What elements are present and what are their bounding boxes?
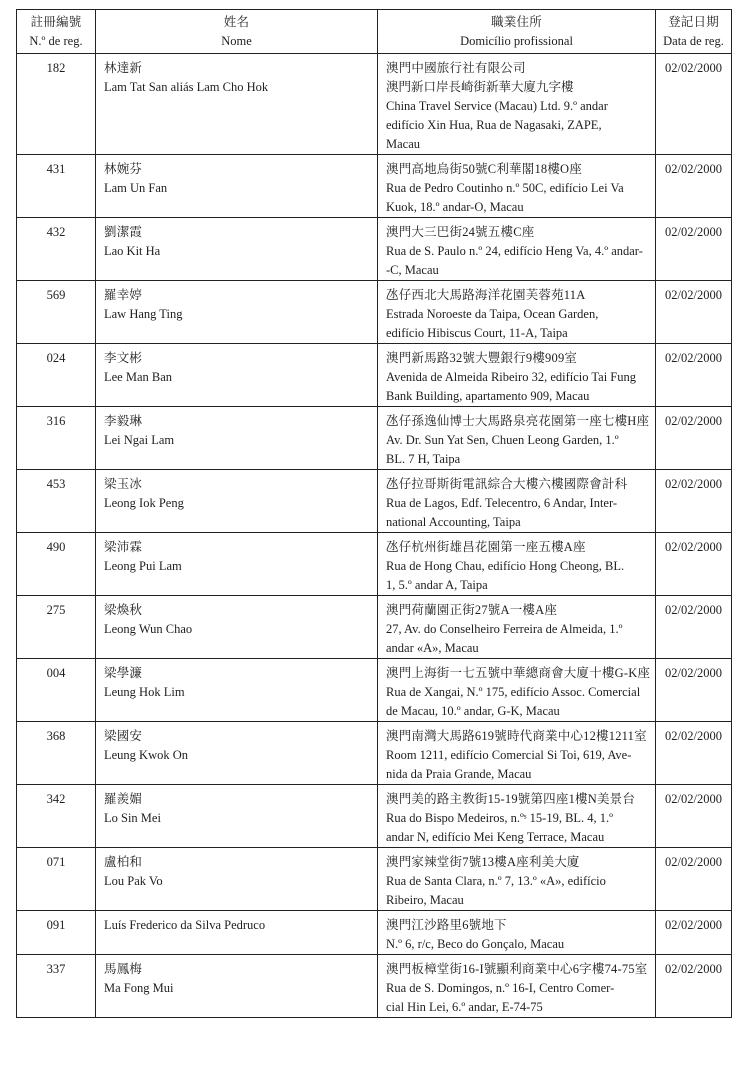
address-line: Rua de Lagos, Edf. Telecentro, 6 Andar, Inter- (386, 496, 618, 510)
address-cell (378, 281, 656, 344)
address-line: Rua de S. Paulo n.º 24, edifício Heng Va, 4.º andar- (386, 244, 643, 258)
registration-date: 02/02/2000 (656, 911, 732, 955)
name-cell (96, 785, 378, 848)
header-addr-pt: Domicílio profissional (460, 34, 573, 48)
address-line: national Accounting, Taipa (386, 515, 521, 529)
address-line: nida da Praia Grande, Macau (386, 767, 532, 781)
name-portuguese: Ma Fong Mui (104, 981, 174, 995)
address-cell (378, 955, 656, 1018)
address-cell (378, 911, 656, 955)
address-line: 澳門上海街一七五號中華總商會大廈十樓G-K座 (386, 666, 651, 680)
registration-number: 071 (17, 848, 96, 911)
name-chinese: 羅羨媚 (104, 792, 143, 806)
header-reg-no (17, 10, 96, 54)
name-portuguese: Leong Wun Chao (104, 622, 193, 636)
registration-number: 368 (17, 722, 96, 785)
name-chinese: 劉潔霞 (104, 225, 143, 239)
address-line: Room 1211, edifício Comercial Si Toi, 619, Ave- (386, 748, 632, 762)
registration-number: 182 (17, 54, 96, 155)
table-row (17, 407, 732, 470)
registration-date: 02/02/2000 (656, 54, 732, 155)
address-cell (378, 344, 656, 407)
header-name-pt: Nome (221, 34, 252, 48)
address-line: Estrada Noroeste da Taipa, Ocean Garden, (386, 307, 599, 321)
address-line: andar N, edifício Mei Keng Terrace, Macau (386, 830, 605, 844)
table-row (17, 54, 732, 155)
registration-number: 342 (17, 785, 96, 848)
address-line: Macau (386, 137, 421, 151)
registration-date: 02/02/2000 (656, 785, 732, 848)
address-line: China Travel Service (Macau) Ltd. 9.º andar (386, 99, 608, 113)
registration-date: 02/02/2000 (656, 533, 732, 596)
registration-date: 02/02/2000 (656, 155, 732, 218)
registration-number: 091 (17, 911, 96, 955)
address-line: andar «A», Macau (386, 641, 479, 655)
address-line: edifício Hibiscus Court, 11-A, Taipa (386, 326, 568, 340)
address-line: 氹仔拉哥斯街電訊綜合大樓六樓國際會計科 (386, 477, 628, 491)
name-chinese: 羅幸婷 (104, 288, 143, 302)
name-cell (96, 533, 378, 596)
address-cell (378, 218, 656, 281)
name-cell (96, 218, 378, 281)
name-cell (96, 407, 378, 470)
name-chinese: 李毅琳 (104, 414, 143, 428)
address-cell (378, 848, 656, 911)
address-line: N.º 6, r/c, Beco do Gonçalo, Macau (386, 937, 565, 951)
registration-number: 004 (17, 659, 96, 722)
name-chinese: 李文彬 (104, 351, 143, 365)
address-line: 澳門中國旅行社有限公司 (386, 61, 526, 75)
table-body (17, 54, 732, 1018)
header-date-zh: 登記日期 (668, 15, 719, 29)
address-cell (378, 785, 656, 848)
name-cell (96, 848, 378, 911)
address-line: 1, 5.º andar A, Taipa (386, 578, 488, 592)
address-line: Rua de Pedro Coutinho n.º 50C, edifício Lei Va (386, 181, 624, 195)
address-line: Bank Building, apartamento 909, Macau (386, 389, 590, 403)
address-line: 澳門大三巴街24號五樓C座 (386, 225, 535, 239)
header-reg-zh: 註冊編號 (30, 15, 82, 29)
header-address (378, 10, 656, 54)
address-line: 澳門美的路主教街15-19號第四座1樓N美景台 (386, 792, 636, 806)
name-portuguese: Leong Pui Lam (104, 559, 182, 573)
address-line: Kuok, 18.º andar-O, Macau (386, 200, 524, 214)
name-portuguese: Lei Ngai Lam (104, 433, 175, 447)
address-line: 澳門家辣堂街7號13樓A座利美大廈 (386, 855, 580, 869)
registration-date: 02/02/2000 (656, 281, 732, 344)
address-line: 澳門南灣大馬路619號時代商業中心12樓1211室 (386, 729, 647, 743)
name-cell (96, 955, 378, 1018)
address-line: 氹仔杭州街雄昌花園第一座五樓A座 (386, 540, 586, 554)
name-chinese: 梁國安 (104, 729, 143, 743)
table-row (17, 533, 732, 596)
name-chinese: 林達新 (104, 61, 143, 75)
registration-number: 337 (17, 955, 96, 1018)
header-date (656, 10, 732, 54)
name-cell (96, 344, 378, 407)
address-line: Rua de Santa Clara, n.º 7, 13.º «A», edifício (386, 874, 606, 888)
name-cell (96, 470, 378, 533)
address-line: BL. 7 H, Taipa (386, 452, 461, 466)
table-row (17, 848, 732, 911)
registration-date: 02/02/2000 (656, 596, 732, 659)
name-chinese: 林婉芬 (104, 162, 143, 176)
registration-date: 02/02/2000 (656, 722, 732, 785)
address-cell (378, 533, 656, 596)
registration-date: 02/02/2000 (656, 407, 732, 470)
address-cell (378, 155, 656, 218)
registration-date: 02/02/2000 (656, 218, 732, 281)
table-row (17, 218, 732, 281)
name-portuguese: Leung Hok Lim (104, 685, 185, 699)
address-line: 澳門新馬路32號大豐銀行9樓909室 (386, 351, 578, 365)
address-line: 澳門新口岸長崎街新華大廈九字樓 (386, 80, 574, 94)
registration-number: 275 (17, 596, 96, 659)
registration-date: 02/02/2000 (656, 344, 732, 407)
name-portuguese: Lao Kit Ha (104, 244, 161, 258)
address-cell (378, 596, 656, 659)
address-cell (378, 407, 656, 470)
registry-table (16, 9, 732, 1018)
address-line: 澳門荷蘭園正街27號A一樓A座 (386, 603, 558, 617)
address-line: 27, Av. do Conselheiro Ferreira de Almeida, 1.º (386, 622, 623, 636)
registration-date: 02/02/2000 (656, 659, 732, 722)
address-line: 澳門江沙路里6號地下 (386, 918, 507, 932)
name-chinese: 梁煥秋 (104, 603, 143, 617)
registration-number: 490 (17, 533, 96, 596)
name-chinese: 梁沛霖 (104, 540, 143, 554)
address-line: de Macau, 10.º andar, G-K, Macau (386, 704, 560, 718)
table-row (17, 785, 732, 848)
header-row (17, 10, 732, 54)
address-cell (378, 54, 656, 155)
address-cell (378, 722, 656, 785)
address-line: 氹仔孫逸仙博士大馬路泉亮花園第一座七樓H座 (386, 414, 650, 428)
name-cell (96, 911, 378, 955)
header-date-pt: Data de reg. (663, 34, 724, 48)
name-cell (96, 659, 378, 722)
name-chinese: 梁學濂 (104, 666, 143, 680)
header-reg-pt: N.º de reg. (29, 34, 83, 48)
name-chinese: 馬鳳梅 (104, 962, 143, 976)
registration-date: 02/02/2000 (656, 848, 732, 911)
name-cell (96, 596, 378, 659)
table-row (17, 470, 732, 533)
registration-number: 569 (17, 281, 96, 344)
table-row (17, 155, 732, 218)
address-line: -C, Macau (386, 263, 439, 277)
name-portuguese: Lou Pak Vo (104, 874, 163, 888)
registration-number: 431 (17, 155, 96, 218)
address-line: edifício Xin Hua, Rua de Nagasaki, ZAPE, (386, 118, 602, 132)
address-line: 氹仔西北大馬路海洋花園芙蓉苑11A (386, 288, 586, 302)
name-cell (96, 54, 378, 155)
registration-date: 02/02/2000 (656, 470, 732, 533)
address-cell (378, 470, 656, 533)
name-portuguese: Luís Frederico da Silva Pedruco (104, 918, 266, 932)
address-cell (378, 659, 656, 722)
name-cell (96, 281, 378, 344)
address-line: 澳門高地烏街50號C利華閣18樓O座 (386, 162, 582, 176)
name-portuguese: Lam Tat San aliás Lam Cho Hok (104, 80, 269, 94)
registration-number: 453 (17, 470, 96, 533)
address-line: Avenida de Almeida Ribeiro 32, edifício Tai Fung (386, 370, 636, 384)
registration-date: 02/02/2000 (656, 955, 732, 1018)
name-portuguese: Lo Sin Mei (104, 811, 161, 825)
name-chinese: 盧柏和 (104, 855, 143, 869)
address-line: Av. Dr. Sun Yat Sen, Chuen Leong Garden, 1.º (386, 433, 619, 447)
name-portuguese: Lee Man Ban (104, 370, 173, 384)
registration-number: 024 (17, 344, 96, 407)
name-portuguese: Law Hang Ting (104, 307, 183, 321)
name-portuguese: Leong Iok Peng (104, 496, 184, 510)
header-addr-zh: 職業住所 (491, 15, 542, 29)
address-line: cial Hin Lei, 6.º andar, E-74-75 (386, 1000, 543, 1014)
name-cell (96, 722, 378, 785)
table-row (17, 281, 732, 344)
address-line: Rua do Bispo Medeiros, n.ºˢ 15-19, BL. 4, 1.º (386, 811, 614, 825)
address-line: 澳門板樟堂街16-I號顯利商業中心6字樓74-75室 (386, 962, 648, 976)
table-row (17, 344, 732, 407)
table-row (17, 955, 732, 1018)
address-line: Rua de Xangai, N.º 175, edifício Assoc. Comercial (386, 685, 641, 699)
table-row (17, 722, 732, 785)
address-line: Rua de Hong Chau, edifício Hong Cheong, BL. (386, 559, 625, 573)
address-line: Rua de S. Domingos, n.º 16-I, Centro Comer- (386, 981, 615, 995)
registration-number: 316 (17, 407, 96, 470)
name-portuguese: Lam Un Fan (104, 181, 168, 195)
address-line: Ribeiro, Macau (386, 893, 464, 907)
table-row (17, 596, 732, 659)
name-cell (96, 155, 378, 218)
header-name-zh: 姓名 (223, 15, 250, 29)
table-row (17, 911, 732, 955)
registration-number: 432 (17, 218, 96, 281)
table-row (17, 659, 732, 722)
name-chinese: 梁玉冰 (104, 477, 143, 491)
name-portuguese: Leung Kwok On (104, 748, 189, 762)
header-name (96, 10, 378, 54)
